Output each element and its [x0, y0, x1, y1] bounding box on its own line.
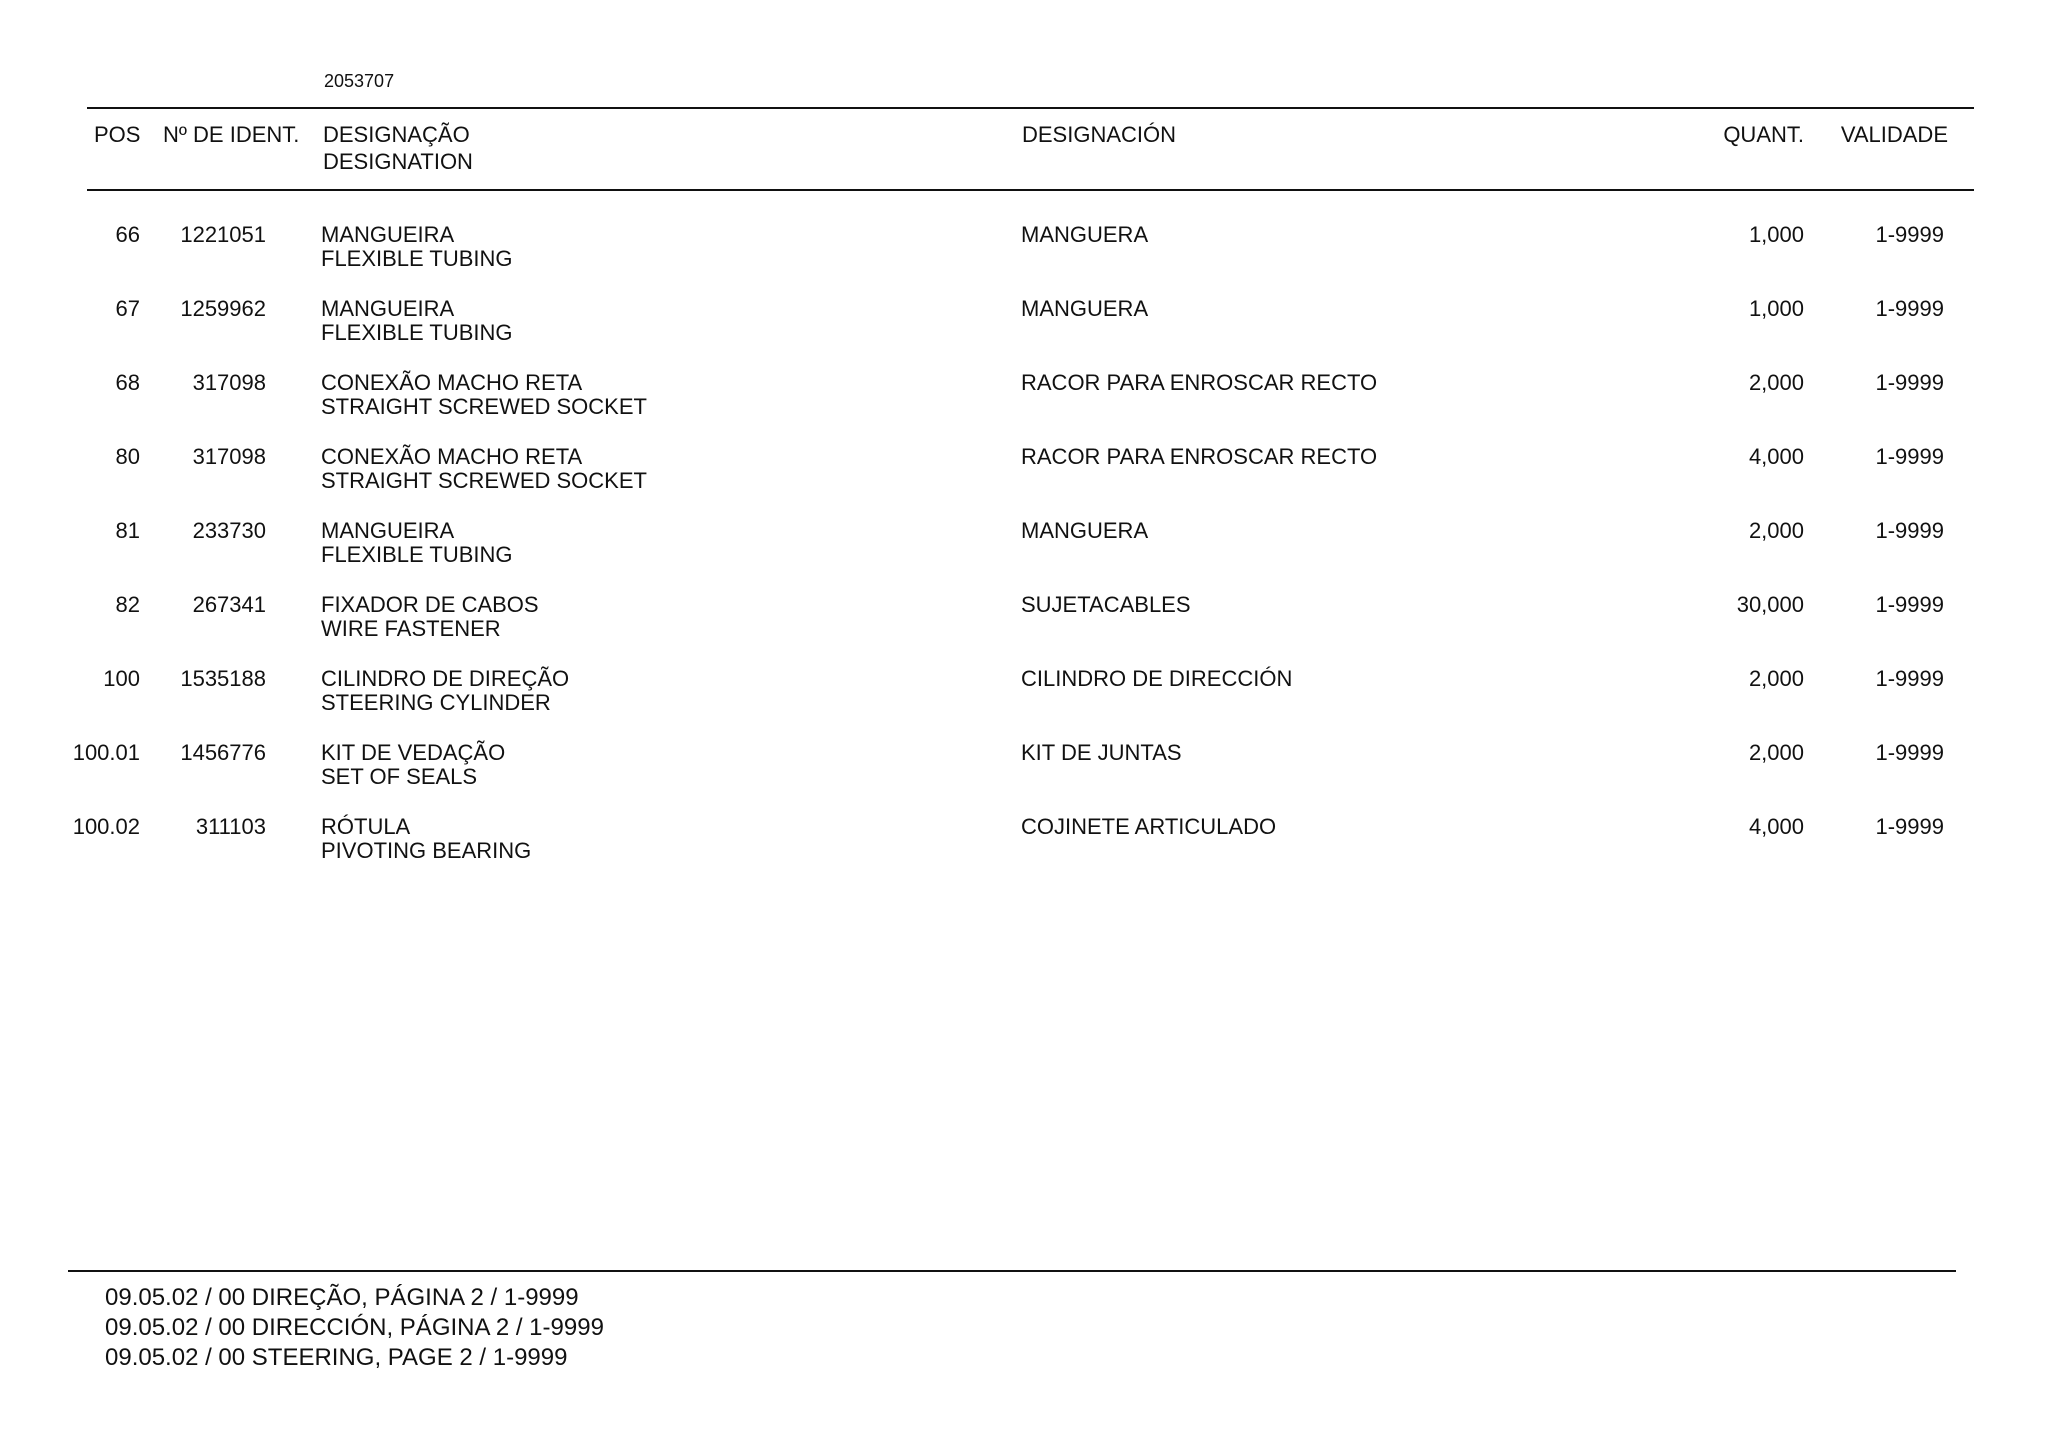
row-designation-es: RACOR PARA ENROSCAR RECTO: [1021, 444, 1378, 469]
row-designation-pt: MANGUEIRA: [321, 296, 455, 321]
row-designation-en: PIVOTING BEARING: [321, 838, 532, 863]
table-row: [0, 518, 2048, 592]
row-quantity: 2,000: [1748, 740, 1804, 765]
row-quantity: 1,000: [1748, 222, 1804, 247]
row-pos: 100.01: [72, 740, 140, 765]
row-designation-en: FLEXIBLE TUBING: [321, 320, 513, 345]
row-validity: 1-9999: [1875, 740, 1944, 765]
column-header-ident: Nº DE IDENT.: [163, 122, 300, 147]
document-number: 2053707: [324, 71, 395, 91]
row-ident: 1259962: [180, 296, 266, 321]
row-validity: 1-9999: [1875, 370, 1944, 395]
row-designation-pt: MANGUEIRA: [321, 518, 455, 543]
table-row: [0, 222, 2048, 296]
footer-line-en: 09.05.02 / 00 STEERING, PAGE 2 / 1-9999: [105, 1344, 568, 1371]
row-quantity: 2,000: [1748, 370, 1804, 395]
row-designation-en: FLEXIBLE TUBING: [321, 542, 513, 567]
row-designation-pt: MANGUEIRA: [321, 222, 455, 247]
row-pos: 81: [115, 518, 140, 543]
row-designation-es: MANGUERA: [1021, 296, 1149, 321]
table-row: [0, 444, 2048, 518]
row-designation-es: MANGUERA: [1021, 222, 1149, 247]
row-validity: 1-9999: [1875, 592, 1944, 617]
row-quantity: 1,000: [1748, 296, 1804, 321]
row-ident: 317098: [192, 444, 266, 469]
row-validity: 1-9999: [1875, 444, 1944, 469]
row-designation-es: COJINETE ARTICULADO: [1021, 814, 1277, 839]
row-quantity: 4,000: [1748, 814, 1804, 839]
page-footer: [105, 1283, 604, 1373]
row-designation-pt: CONEXÃO MACHO RETA: [321, 370, 583, 395]
table-row: [0, 296, 2048, 370]
row-validity: 1-9999: [1875, 666, 1944, 691]
row-designation-es: RACOR PARA ENROSCAR RECTO: [1021, 370, 1378, 395]
row-quantity: 4,000: [1748, 444, 1804, 469]
table-row: [0, 740, 2048, 814]
row-designation-en: FLEXIBLE TUBING: [321, 246, 513, 271]
row-designation-pt: CILINDRO DE DIREÇÃO: [321, 666, 570, 691]
column-header-designation-en: DESIGNATION: [323, 149, 473, 174]
row-ident: 311103: [195, 814, 266, 839]
row-designation-en: SET OF SEALS: [321, 764, 478, 789]
column-header-designation-pt: DESIGNAÇÃO: [323, 122, 470, 147]
row-validity: 1-9999: [1875, 222, 1944, 247]
footer-line-pt: 09.05.02 / 00 DIREÇÃO, PÁGINA 2 / 1-9999: [105, 1284, 579, 1311]
row-designation-en: STRAIGHT SCREWED SOCKET: [321, 394, 647, 419]
row-quantity: 30,000: [1736, 592, 1804, 617]
footer-line-es: 09.05.02 / 00 DIRECCIÓN, PÁGINA 2 / 1-9999: [105, 1314, 604, 1341]
row-ident: 1221051: [180, 222, 266, 247]
column-header-designation-es: DESIGNACIÓN: [1022, 122, 1177, 147]
table-row: [0, 592, 2048, 666]
row-ident: 317098: [192, 370, 266, 395]
row-validity: 1-9999: [1875, 814, 1944, 839]
row-designation-es: SUJETACABLES: [1021, 592, 1191, 617]
row-pos: 82: [115, 592, 140, 617]
table-row: [0, 666, 2048, 740]
row-designation-en: STEERING CYLINDER: [321, 690, 551, 715]
row-pos: 100: [103, 666, 140, 691]
row-pos: 80: [115, 444, 140, 469]
row-pos: 68: [115, 370, 140, 395]
row-designation-pt: KIT DE VEDAÇÃO: [321, 740, 506, 765]
column-header-pos: POS: [94, 122, 141, 147]
row-designation-en: STRAIGHT SCREWED SOCKET: [321, 468, 647, 493]
row-designation-pt: CONEXÃO MACHO RETA: [321, 444, 583, 469]
row-validity: 1-9999: [1875, 296, 1944, 321]
row-designation-es: CILINDRO DE DIRECCIÓN: [1021, 666, 1293, 691]
row-pos: 100.02: [72, 814, 140, 839]
row-quantity: 2,000: [1748, 666, 1804, 691]
row-ident: 1456776: [180, 740, 266, 765]
row-designation-en: WIRE FASTENER: [321, 616, 501, 641]
row-ident: 233730: [192, 518, 266, 543]
row-ident: 1535188: [180, 666, 266, 691]
footer-divider: [68, 1270, 1956, 1272]
parts-table-body: [0, 222, 2048, 888]
row-pos: 66: [115, 222, 140, 247]
row-pos: 67: [115, 296, 140, 321]
row-designation-pt: RÓTULA: [321, 814, 411, 839]
row-designation-es: KIT DE JUNTAS: [1021, 740, 1182, 765]
column-header-validity: VALIDADE: [1840, 122, 1948, 147]
row-designation-pt: FIXADOR DE CABOS: [321, 592, 539, 617]
header-bottom-divider: [87, 189, 1974, 191]
row-designation-es: MANGUERA: [1021, 518, 1149, 543]
row-quantity: 2,000: [1748, 518, 1804, 543]
column-header-quantity: QUANT.: [1723, 122, 1804, 147]
table-row: [0, 814, 2048, 888]
header-top-divider: [87, 107, 1974, 109]
row-validity: 1-9999: [1875, 518, 1944, 543]
row-ident: 267341: [192, 592, 266, 617]
table-row: [0, 370, 2048, 444]
